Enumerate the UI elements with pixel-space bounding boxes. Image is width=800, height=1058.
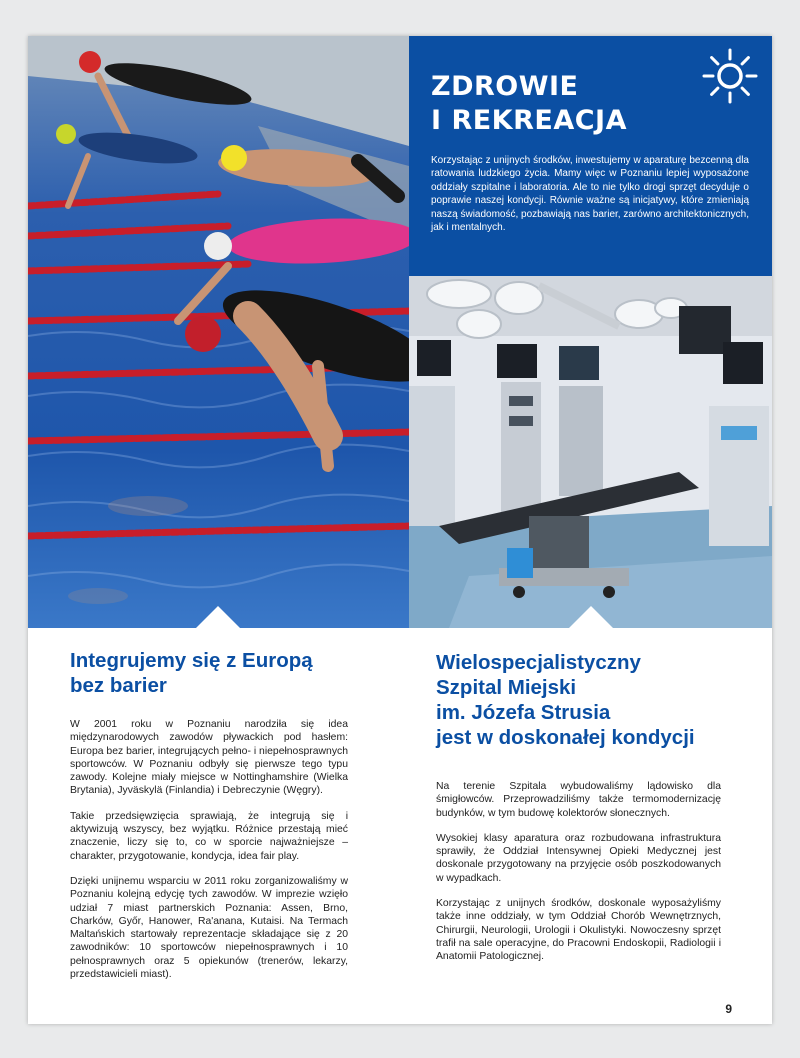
section-title: ZDROWIE I REKREACJA	[431, 71, 627, 136]
right-paragraph-2: Wysokiej klasy aparatura oraz rozbudowana infrastruktura sprawiły, że Oddział Intensywnej Opieki Medycznej jest doskonale przygotowany na przyjęcie osób poszkodowanych w wypadkach.	[436, 832, 721, 884]
page-number: 9	[725, 1002, 732, 1016]
sun-icon	[702, 48, 758, 104]
brochure-page	[28, 36, 772, 1024]
right-paragraph-3: Korzystając z unijnych środków, doskonale wyposażyliśmy także inne oddziały, w tym Oddział Chorób Wewnętrznych, Chirurgii, Neurologii, Urologii i Okulistyki. Nowoczesny sprzęt trafił na sale operacyjne, do Pracowni Endoskopii, Radiologii i Anatomii Patologicznej.	[436, 898, 721, 963]
intro-paragraph: Korzystając z unijnych środków, inwestujemy w aparaturę bezcenną dla ratowania ludzkiego życia. Mamy więc w Poznaniu lepiej wyposażone oddziały szpitalne i laboratoria. Ale to nie tylko drogi sprzęt decyduje o poprawie naszej kondycji. Równie ważne są inicjatywy, które zmieniają naszą świadomość, pozbawiają nas barier, zarówno architektonicznych, jak i mentalnych.	[431, 155, 749, 234]
swimmers-photo	[28, 36, 409, 628]
left-column-body	[70, 718, 348, 993]
photo-notch-left	[196, 606, 240, 628]
left-paragraph-2: Takie przedsięwzięcia sprawiają, że integrują się i aktywizują wszyscy, bez wyjątku. Różnice przestają mieć znaczenie, liczy się to, co w sporcie najważniejsze – charakter, przygotowanie, kondycja, idea fair play.	[70, 810, 348, 862]
right-paragraph-1: Na terenie Szpitala wybudowaliśmy lądowisko dla śmigłowców. Przeprowadziliśmy także termomodernizację budynków, w tym budowę kolektorów słonecznych.	[436, 781, 721, 819]
info-block	[409, 36, 772, 276]
operating-room-photo	[409, 276, 772, 628]
photo-notch-right	[569, 606, 613, 628]
left-column-heading: Integrujemy się z Europą bez barier	[70, 649, 313, 697]
right-column-body	[436, 780, 721, 976]
left-paragraph-1: W 2001 roku w Poznaniu narodziła się idea międzynarodowych zawodów pływackich pod hasłem: Europa bez barier, integrujących pełno- i niepełnosprawnych sportowców. W Poznaniu odbyły się pierwsze tego typu zawody. Kolejne miały miejsce w Nottinghamshire (Wielka Brytania), Jyväskylä (Finlandia) i Debreczynie (Węgry).	[70, 719, 348, 797]
right-column-heading: Wielospecjalistyczny Szpital Miejski im. Józefa Strusia jest w doskonałej kondycji	[436, 651, 695, 749]
left-paragraph-3: Dzięki unijnemu wsparciu w 2011 roku zorganizowaliśmy w Poznaniu kolejną edycję tych zawodów. W imprezie wzięło udział 7 miast partnerskich Poznania: Assen, Brno, Charków, Győr, Hanower, Ra'anana, Kutaisi. Na Termach Maltańskich startowały reprezentacje składające się z 20 zawodników: 10 sportowców niepełnosprawnych i 10 pełnosprawnych oraz 5 opiekunów (trenerów, lekarzy, przedstawicieli miast).	[70, 875, 348, 981]
